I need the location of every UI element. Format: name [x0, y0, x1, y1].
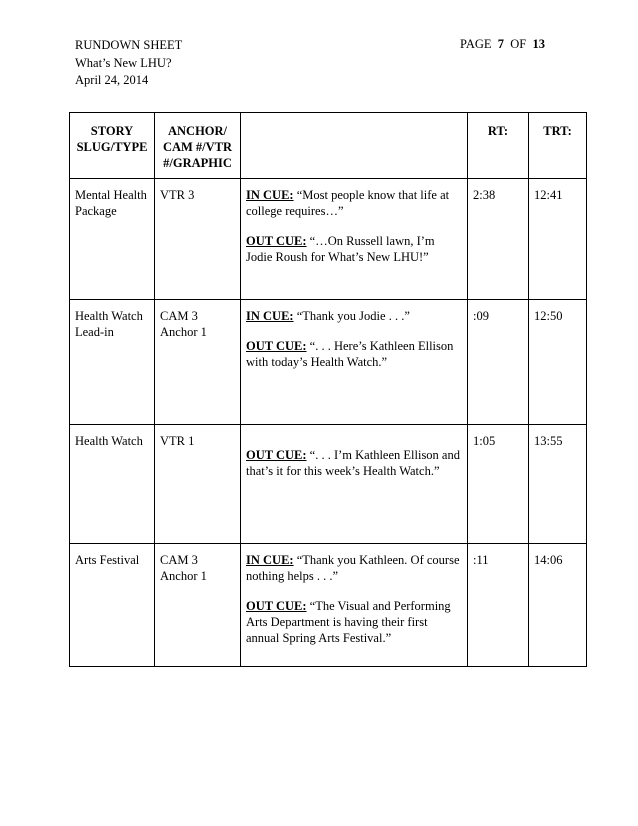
- source-cell: [155, 544, 241, 667]
- in-cue: [246, 308, 462, 324]
- running-time: 2:38: [468, 179, 529, 300]
- table-row: [70, 179, 587, 300]
- source-secondary: Anchor 1: [160, 325, 207, 339]
- rundown-table: [69, 112, 587, 667]
- col-header-story: [70, 113, 155, 179]
- col-header-cues: [241, 113, 468, 179]
- source-cell: [155, 179, 241, 300]
- running-time: :09: [468, 300, 529, 425]
- in-cue-label: IN CUE:: [246, 188, 294, 202]
- show-name: What’s New LHU?: [75, 55, 172, 70]
- source: VTR 3: [160, 188, 195, 202]
- sheet-date: April 24, 2014: [75, 73, 149, 87]
- out-cue-text: “…On Russell lawn, I’m Jodie Roush for What’s New LHU!”: [246, 234, 435, 264]
- in-cue-text: “Thank you Kathleen. Of course nothing helps . . .”: [246, 553, 460, 583]
- running-time: :11: [468, 544, 529, 667]
- col-header-anchor-line2: CAM #/VTR: [162, 140, 233, 154]
- sheet-header: [75, 37, 182, 90]
- source: VTR 1: [160, 434, 195, 448]
- total-running-time: 14:06: [529, 544, 587, 667]
- running-time: 1:05: [468, 425, 529, 544]
- out-cue: [246, 233, 462, 265]
- in-cue-text: “Thank you Jodie . . .”: [293, 309, 410, 323]
- col-header-anchor-line1: ANCHOR/: [167, 124, 228, 138]
- out-cue-label: OUT CUE:: [246, 339, 307, 353]
- total-running-time: 12:41: [529, 179, 587, 300]
- table-header-row: [70, 113, 587, 179]
- cues-cell: [241, 300, 468, 425]
- table-row: [70, 300, 587, 425]
- out-cue: [246, 447, 462, 479]
- page-current: 7: [497, 37, 505, 51]
- in-cue-text: “Most people know that life at college requires…”: [246, 188, 450, 218]
- out-cue: [246, 338, 462, 370]
- page-prefix: PAGE: [460, 37, 492, 51]
- col-header-anchor-line3: #/GRAPHIC: [163, 156, 232, 170]
- out-cue-text: “. . . Here’s Kathleen Ellison with today’s Health Watch.”: [246, 339, 454, 369]
- in-cue-label: IN CUE:: [246, 309, 294, 323]
- col-header-story-line2: SLUG/TYPE: [76, 140, 148, 154]
- col-header-rt: RT:: [468, 113, 529, 179]
- total-running-time: 12:50: [529, 300, 587, 425]
- out-cue-label: OUT CUE:: [246, 599, 307, 613]
- cues-cell: [241, 425, 468, 544]
- out-cue: [246, 598, 462, 646]
- out-cue-label: OUT CUE:: [246, 234, 307, 248]
- source: CAM 3: [160, 553, 198, 567]
- story-slug: Mental Health Package: [70, 179, 155, 300]
- story-slug: Health Watch: [70, 425, 155, 544]
- out-cue-text: “. . . I’m Kathleen Ellison and that’s it for this week’s Health Watch.”: [246, 448, 460, 478]
- out-cue-text: “The Visual and Performing Arts Department is having their first annual Spring Arts Festival.”: [246, 599, 451, 645]
- page-total: 13: [532, 37, 545, 51]
- col-header-anchor: [155, 113, 241, 179]
- source-cell: [155, 425, 241, 544]
- source-cell: [155, 300, 241, 425]
- col-header-story-line1: STORY: [90, 124, 134, 138]
- cues-cell: [241, 179, 468, 300]
- cues-cell: [241, 544, 468, 667]
- page-number: [460, 37, 545, 52]
- story-slug: Arts Festival: [70, 544, 155, 667]
- total-running-time: 13:55: [529, 425, 587, 544]
- story-slug: Health Watch Lead-in: [70, 300, 155, 425]
- table-row: [70, 544, 587, 667]
- in-cue: [246, 187, 462, 219]
- table-row: [70, 425, 587, 544]
- in-cue: [246, 552, 462, 584]
- in-cue-label: IN CUE:: [246, 553, 294, 567]
- out-cue-label: OUT CUE:: [246, 448, 307, 462]
- sheet-title: RUNDOWN SHEET: [75, 38, 183, 52]
- source: CAM 3: [160, 309, 198, 323]
- source-secondary: Anchor 1: [160, 569, 207, 583]
- col-header-trt: TRT:: [529, 113, 587, 179]
- page-of: OF: [510, 37, 527, 51]
